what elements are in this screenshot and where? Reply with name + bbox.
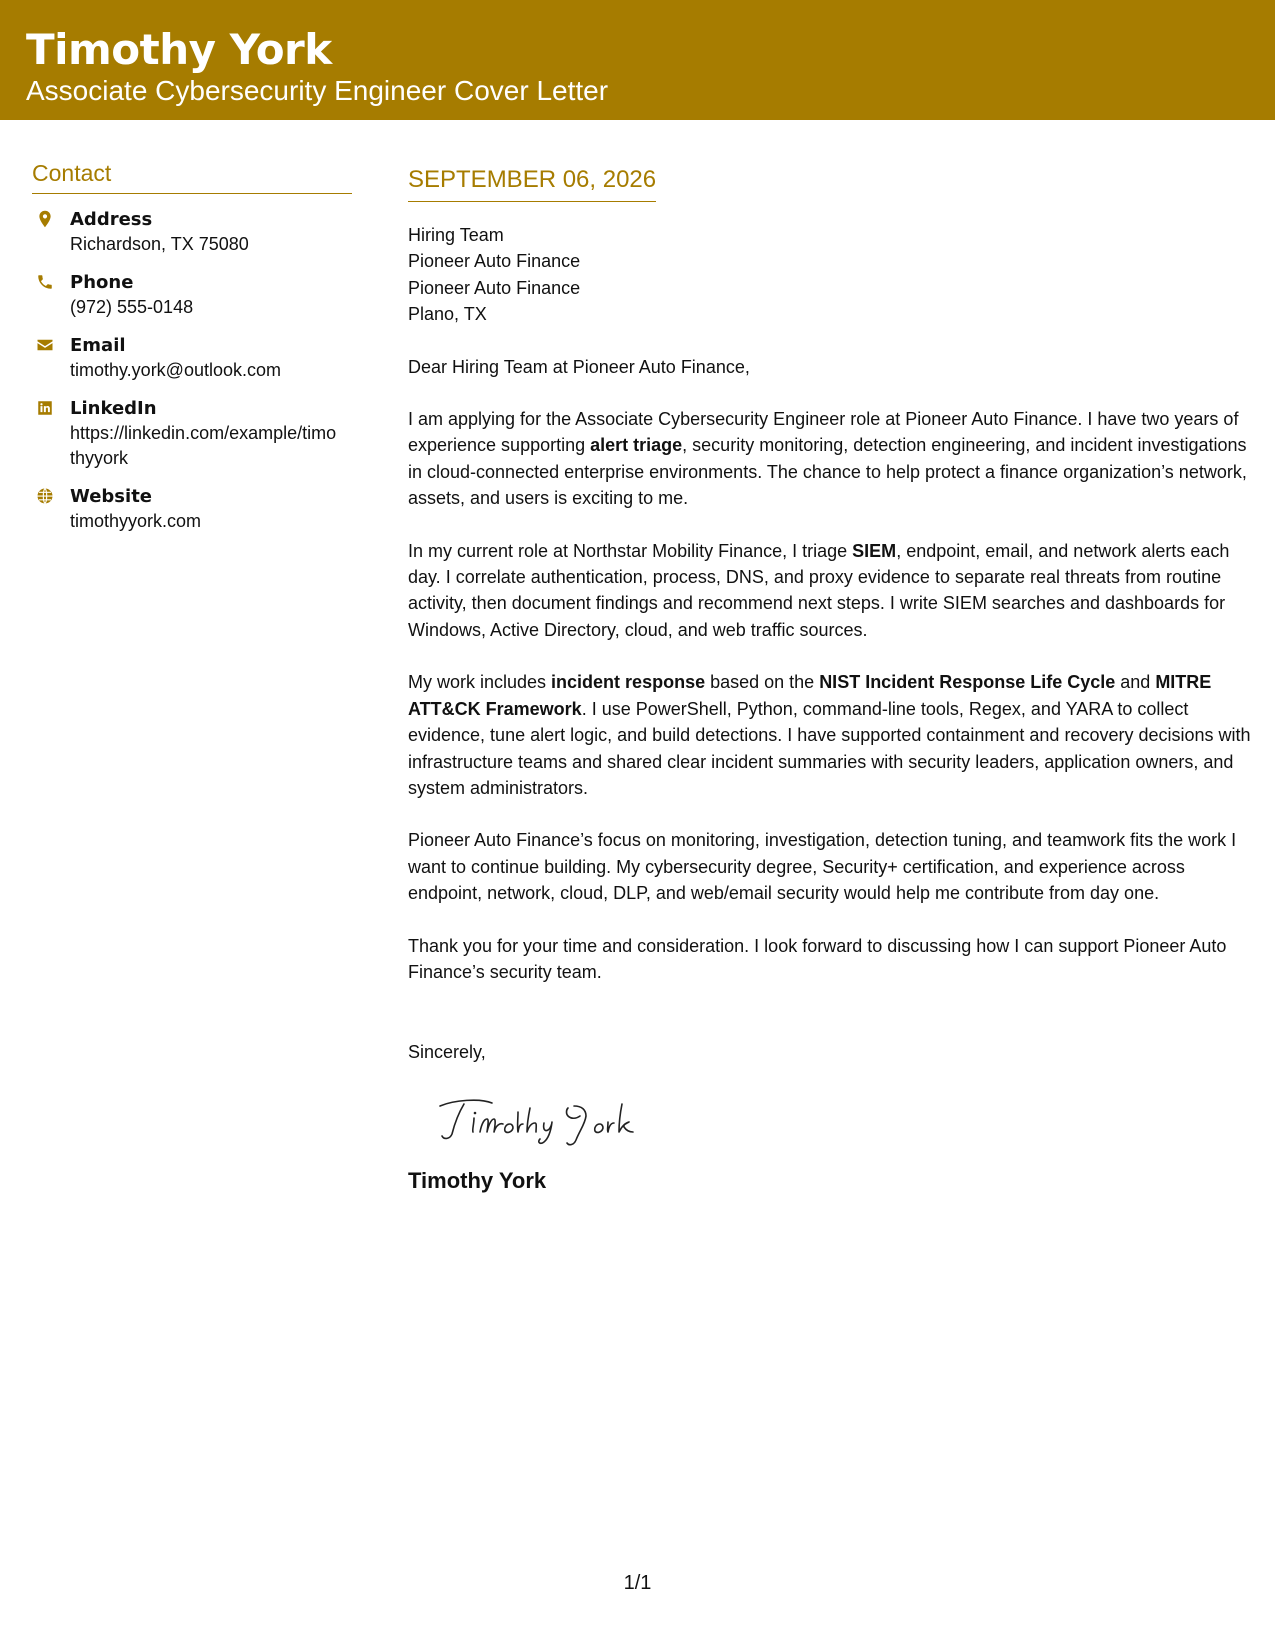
- contact-label: Website: [70, 486, 153, 507]
- map-pin-icon: [32, 208, 70, 257]
- header-banner: [0, 0, 1275, 120]
- recipient-line: Hiring Team: [408, 225, 504, 245]
- letter-date: SEPTEMBER 06, 2026: [408, 165, 656, 202]
- closing: Sincerely,: [408, 1042, 486, 1063]
- paragraph-1: I am applying for the Associate Cybersecurity Engineer role at Pioneer Auto Finance. I have two years of experience supporting alert triage, security monitoring, detection engineering, and incident investigations in cloud-connected enterprise environments. The chance to help protect a finance organization’s network, assets, and users is exciting to me.: [408, 409, 1247, 509]
- contact-value: https://linkedin.com/example/timothyyork: [70, 423, 337, 468]
- linkedin-icon: [32, 397, 70, 471]
- document-subtitle: Associate Cybersecurity Engineer Cover Letter: [26, 75, 609, 106]
- paragraph-2: In my current role at Northstar Mobility Finance, I triage SIEM, endpoint, email, and network alerts each day. I correlate authentication, process, DNS, and proxy evidence to separate real threats from routine activity, then document findings and recommend next steps. I write SIEM searches and dashboards for Windows, Active Directory, cloud, and web traffic sources.: [408, 540, 1230, 640]
- recipient-line: Pioneer Auto Finance: [408, 251, 581, 272]
- paragraph-3: My work includes incident response based on the NIST Incident Response Life Cycle and MITRE ATT&CK Framework. I use PowerShell, Python, command-line tools, Regex, and YARA to collect evidence, tune alert logic, and build detections. I have supported containment and recovery decisions with infrastructure teams and shared clear incident summaries with security leaders, application owners, and system administrators.: [408, 672, 1251, 798]
- contact-label: Phone: [70, 272, 134, 293]
- salutation: Dear Hiring Team at Pioneer Auto Finance,: [408, 356, 750, 377]
- page-number: 1/1: [623, 1572, 652, 1594]
- handwritten-signature: [434, 1092, 1253, 1152]
- contact-value: timothy.york@outlook.com: [70, 360, 282, 380]
- contact-value: Richardson, TX 75080: [70, 234, 249, 254]
- phone-icon: [32, 271, 70, 320]
- contact-website: [32, 485, 352, 534]
- contact-phone: [32, 271, 352, 320]
- envelope-icon: [32, 334, 70, 383]
- contact-sidebar: [32, 160, 352, 548]
- recipient-line: Plano, TX: [408, 304, 487, 325]
- contact-email: [32, 334, 352, 383]
- applicant-name: Timothy York: [26, 25, 332, 74]
- contact-label: Address: [70, 209, 153, 230]
- contact-label: Email: [70, 335, 126, 356]
- recipient-block: [408, 222, 1253, 328]
- contact-value: timothyyork.com: [70, 511, 202, 531]
- contact-heading: Contact: [32, 160, 352, 194]
- paragraph-4: Pioneer Auto Finance’s focus on monitoring, investigation, detection tuning, and teamwork fits the work I want to continue building. My cybersecurity degree, Security+ certification, and experience across endpoint, network, cloud, DLP, and web/email security would help me contribute from day one.: [408, 830, 1237, 904]
- signer-name: Timothy York: [408, 1167, 547, 1193]
- contact-value: (972) 555-0148: [70, 297, 194, 317]
- contact-label: LinkedIn: [70, 398, 157, 419]
- paragraph-5: Thank you for your time and consideration. I look forward to discussing how I can support Pioneer Auto Finance’s security team.: [408, 935, 1227, 982]
- letter-body: [408, 165, 1253, 1194]
- contact-address: [32, 208, 352, 257]
- recipient-line: Pioneer Auto Finance: [408, 277, 581, 298]
- globe-icon: [32, 485, 70, 534]
- contact-linkedin: [32, 397, 352, 471]
